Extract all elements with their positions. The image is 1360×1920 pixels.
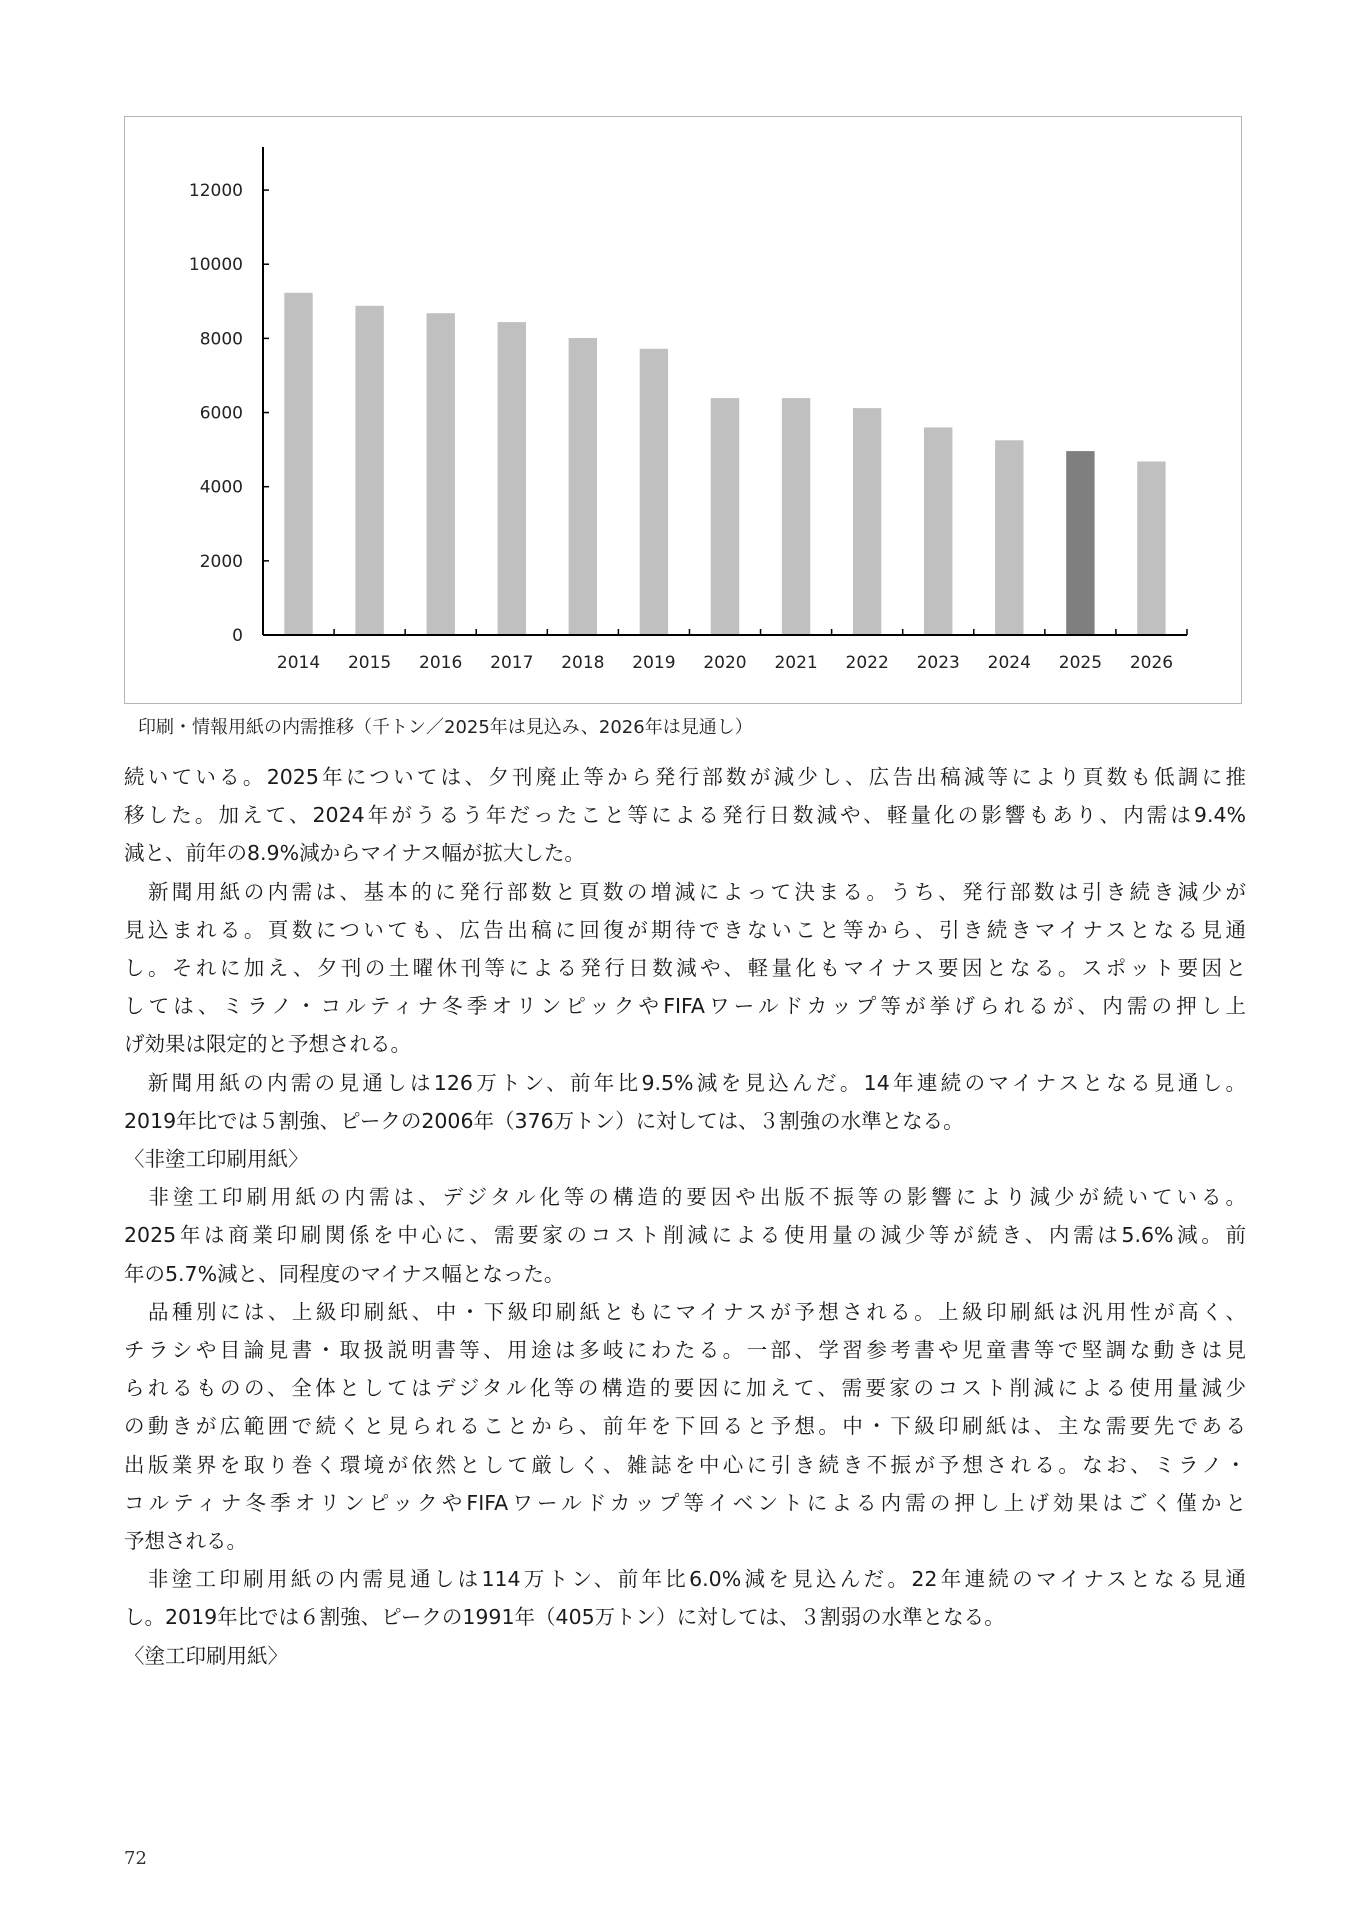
body-line: 移した。加えて、2024年がうるう年だったこと等による発行日数減や、軽量化の影響もあり、内需は9.4%: [124, 803, 1246, 828]
bar-2017: [498, 322, 526, 635]
body-line: 品種別には、上級印刷紙、中・下級印刷紙ともにマイナスが予想される。上級印刷紙は汎用性が高く、: [124, 1299, 1246, 1324]
y-tick-label: 6000: [199, 403, 243, 424]
body-line: 非塗工印刷用紙の内需見通しは114万トン、前年比6.0%減を見込んだ。22年連続のマイナスとなる見通: [124, 1567, 1246, 1592]
bar-2021: [782, 398, 810, 635]
x-tick-label: 2026: [1129, 653, 1174, 673]
body-line: 新聞用紙の内需は、基本的に発行部数と頁数の増減によって決まる。うち、発行部数は引き続き減少が: [124, 879, 1246, 904]
x-tick-label: 2025: [1058, 653, 1103, 673]
x-tick-label: 2017: [490, 653, 534, 673]
x-tick-label: 2024: [987, 653, 1031, 673]
body-line: 〈非塗工印刷用紙〉: [124, 1147, 309, 1171]
page-number: 72: [124, 1848, 147, 1869]
bar-2018: [569, 338, 597, 635]
x-tick-label: 2020: [703, 653, 747, 673]
y-tick-label: 0: [232, 626, 243, 646]
bar-2023: [924, 427, 952, 635]
body-line: 〈塗工印刷用紙〉: [124, 1643, 288, 1668]
bar-2022: [853, 408, 881, 635]
x-tick-label: 2018: [561, 653, 605, 673]
x-tick-label: 2021: [774, 653, 818, 673]
y-tick-label: 10000: [188, 255, 243, 276]
body-line: し。それに加え、夕刊の土曜休刊等による発行日数減や、軽量化もマイナス要因となる。スポット要因と: [124, 956, 1246, 980]
x-tick-label: 2022: [845, 653, 889, 673]
body-line: 予想される。: [124, 1529, 247, 1553]
body-line: 出版業界を取り巻く環境が依然として厳しく、雑誌を中心に引き続き不振が予想される。なお、ミラノ・: [124, 1452, 1246, 1477]
x-tick-label: 2014: [276, 653, 321, 673]
y-tick-label: 8000: [199, 329, 243, 350]
body-line: の動きが広範囲で続くと見られることから、前年を下回ると予想。中・下級印刷紙は、主な需要先である: [124, 1414, 1246, 1439]
body-line: られるものの、全体としてはデジタル化等の構造的要因に加えて、需要家のコスト削減による使用量減少: [124, 1376, 1246, 1401]
body-line: 年の5.7%減と、同程度のマイナス幅となった。: [124, 1261, 565, 1286]
bar-2019: [640, 349, 668, 635]
y-tick-label: 12000: [188, 181, 243, 202]
y-tick-label: 2000: [199, 551, 243, 572]
x-tick-label: 2016: [419, 653, 463, 673]
body-line: し。2019年比では６割強、ピークの1991年（405万トン）に対しては、３割弱の水準となる。: [124, 1605, 1005, 1630]
y-tick-label: 4000: [199, 477, 243, 498]
body-line: 続いている。2025年については、夕刊廃止等から発行部数が減少し、広告出稿減等により頁数も低調に推: [124, 765, 1246, 789]
body-line: 減と、前年の8.9%減からマイナス幅が拡大した。: [124, 841, 585, 866]
bar-2026: [1137, 462, 1165, 636]
chart-caption: 印刷・情報用紙の内需推移（千トン／2025年は見込み、2026年は見通し）: [138, 717, 753, 738]
x-tick-label: 2023: [916, 653, 960, 673]
bar-2016: [427, 313, 455, 635]
bar-2024: [995, 440, 1023, 635]
x-tick-label: 2015: [347, 653, 392, 673]
bar-2025: [1066, 451, 1094, 635]
body-line: 非塗工印刷用紙の内需は、デジタル化等の構造的要因や出版不振等の影響により減少が続いている。: [124, 1185, 1246, 1210]
body-line: チラシや目論見書・取扱説明書等、用途は多岐にわたる。一部、学習参考書や児童書等で堅調な動きは見: [124, 1338, 1246, 1362]
body-line: しては、ミラノ・コルティナ冬季オリンピックやFIFAワールドカップ等が挙げられるが、内需の押し上: [124, 994, 1246, 1019]
bar-chart: [125, 117, 1243, 705]
body-line: 見込まれる。頁数についても、広告出稿に回復が期待できないこと等から、引き続きマイナスとなる見通: [124, 917, 1246, 942]
body-line: コルティナ冬季オリンピックやFIFAワールドカップ等イベントによる内需の押し上げ効果はごく僅かと: [124, 1490, 1246, 1515]
bar-2014: [284, 293, 312, 635]
x-tick-label: 2019: [632, 653, 676, 673]
body-line: 2019年比では５割強、ピークの2006年（376万トン）に対しては、３割強の水準となる。: [124, 1108, 964, 1133]
bar-2020: [711, 398, 739, 635]
bar-2015: [355, 306, 383, 635]
body-line: 新聞用紙の内需の見通しは126万トン、前年比9.5%減を見込んだ。14年連続のマイナスとなる見通し。: [124, 1070, 1246, 1095]
chart-frame: [124, 116, 1242, 704]
body-line: げ効果は限定的と予想される。: [124, 1032, 411, 1057]
body-line: 2025年は商業印刷関係を中心に、需要家のコスト削減による使用量の減少等が続き、内需は5.6%減。前: [124, 1223, 1246, 1248]
